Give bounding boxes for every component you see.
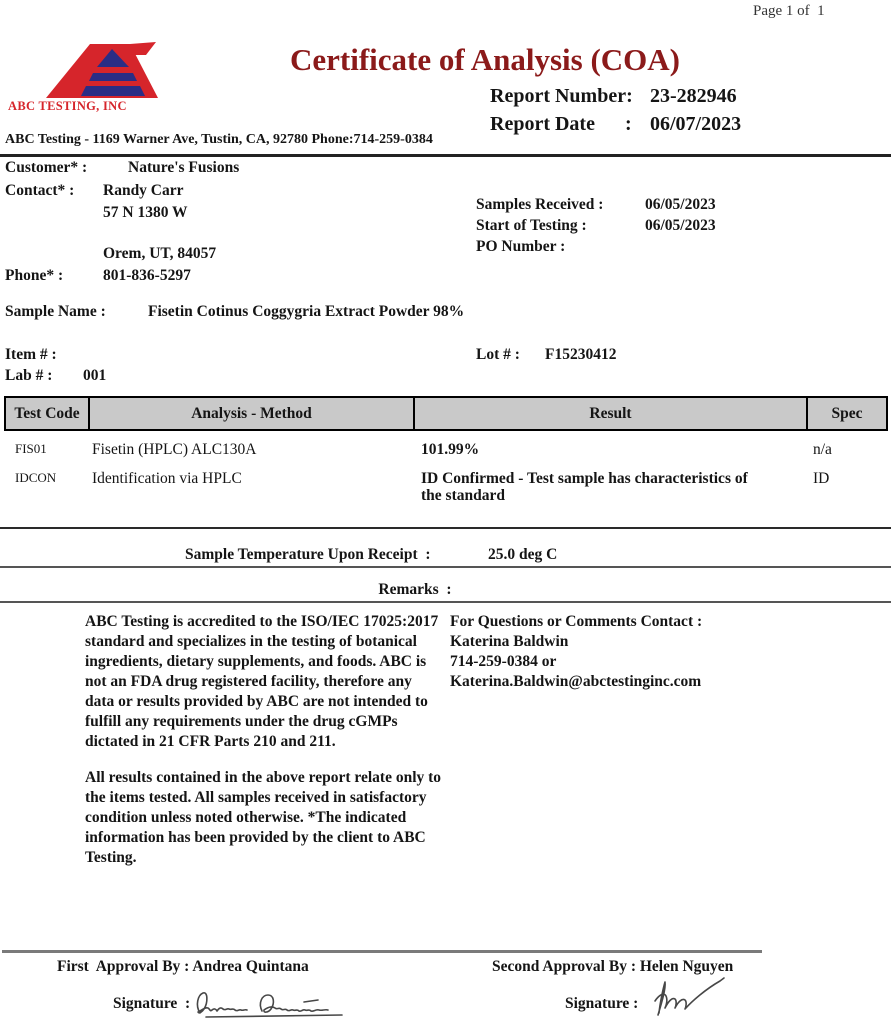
customer-street: 57 N 1380 W [103,204,188,221]
accreditation-paragraph: ABC Testing is accredited to the ISO/IEC 17025:2017 standard and specializes in the testing of botanical ingredients, dietary supplements, and foods. ABC is not an FDA drug registered facility, therefore any data or results provided by ABC are not intended to fulfill any requirements under the drug cGMPs dictated in 21 CFR Parts 210 and 211. [85,613,439,750]
temperature-divider [0,566,891,568]
customer-label: Customer* : [5,159,88,176]
report-number-label: Report Number: [490,85,633,107]
column-header-test-code: Test Code [5,397,89,430]
header-divider [0,154,891,157]
po-number-label: PO Number : [476,238,566,255]
remarks-label: Remarks : [378,581,452,598]
temperature-value: 25.0 deg C [488,546,558,563]
contact-info-block [450,612,702,692]
sample-name-label: Sample Name : [5,303,106,320]
cell-spec: n/a [813,441,832,458]
customer-name: Nature's Fusions [128,159,240,176]
report-number-value: 23-282946 [650,85,737,107]
cell-result: ID Confirmed - Test sample has characteristics of the standard [421,470,748,504]
cell-method: Fisetin (HPLC) ALC130A [92,441,257,458]
first-approval-line [57,958,309,976]
report-date-label: Report Date : [490,113,632,135]
contact-info-phone: 714-259-0384 or [450,653,557,670]
cell-result: 101.99% [421,441,480,458]
cell-method: Identification via HPLC [92,470,242,487]
column-header-analysis-method: Analysis - Method [89,397,414,430]
second-approver-name: Helen Nguyen [639,958,734,975]
remarks-divider [0,601,891,603]
abc-testing-logo-icon [38,42,188,100]
cell-test-code: IDCON [15,470,57,485]
first-approval-signature [192,983,352,1023]
cell-spec: ID [813,470,830,487]
column-header-spec: Spec [807,397,887,430]
disclaimer-paragraph: All results contained in the above report relate only to the items tested. All samples received in satisfactory condition unless noted otherwise. *The indicated information has been provided by the client to ABC Testing. [85,769,442,866]
second-approval-label: Second Approval By : [492,958,636,975]
phone-label: Phone* : [5,267,64,284]
cell-test-code: FIS01 [15,441,47,456]
phone-value: 801-836-5297 [103,267,191,284]
sample-name-value: Fisetin Cotinus Coggygria Extract Powder 98% [148,303,465,320]
results-header-row [5,397,887,430]
first-approver-name: Andrea Quintana [192,958,309,975]
first-approval-label: First Approval By : [57,958,190,975]
first-signature-label: Signature : [113,995,191,1012]
customer-city: Orem, UT, 84057 [103,245,217,262]
lab-number-label: Lab # : [5,367,53,384]
report-date-value: 06/07/2023 [650,113,742,135]
start-testing-date: 06/05/2023 [645,217,716,234]
samples-received-date: 06/05/2023 [645,196,716,213]
lot-label: Lot # : [476,346,520,363]
table-bottom-divider [0,527,891,529]
temperature-label: Sample Temperature Upon Receipt : [185,546,431,563]
second-approval-signature [648,975,763,1020]
samples-received-label: Samples Received : [476,196,604,213]
logo-company-name: ABC TESTING, INC [8,99,127,113]
contact-info-email: Katerina.Baldwin@abctestinginc.com [450,673,702,690]
lab-address: ABC Testing - 1169 Warner Ave, Tustin, CA, 92780 Phone:714-259-0384 [5,132,433,147]
approvals-divider [2,950,762,953]
page-number: Page 1 of 1 [753,3,825,19]
item-label: Item # : [5,346,57,363]
results-table [4,396,888,505]
column-header-result: Result [414,397,807,430]
table-row [5,460,887,505]
contact-label: Contact* : [5,182,75,199]
start-testing-label: Start of Testing : [476,217,587,234]
lot-value: F15230412 [545,346,617,363]
contact-info-heading: For Questions or Comments Contact : [450,613,703,630]
document-title: Certificate of Analysis (COA) [290,42,680,77]
lab-number-value: 001 [83,367,107,384]
second-signature-label: Signature : [565,995,639,1012]
second-approval-line [492,958,733,976]
table-row [5,430,887,460]
contact-info-name: Katerina Baldwin [450,633,569,650]
contact-name: Randy Carr [103,182,184,199]
